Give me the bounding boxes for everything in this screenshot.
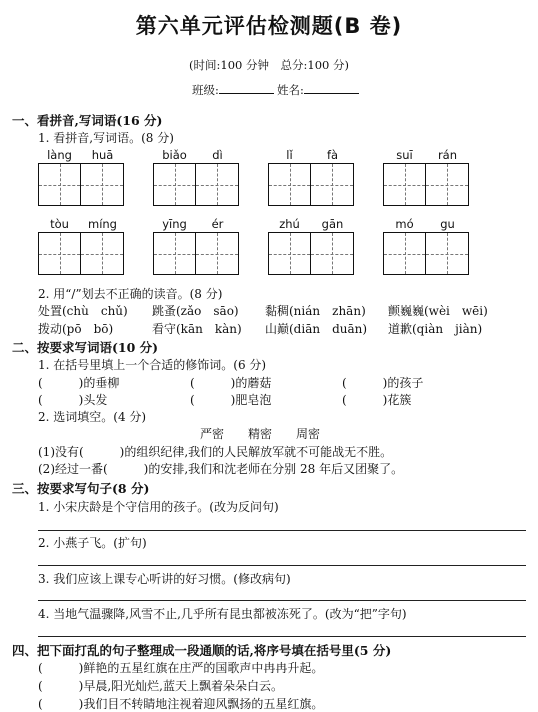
section-1-heading: 一、看拼音,写词语(16 分) <box>12 113 163 128</box>
pinyin-label: mó <box>395 217 414 231</box>
name-field[interactable] <box>277 81 359 98</box>
modifier-blank-2[interactable]: ( )的蘑菇 <box>190 376 272 390</box>
pinyin-label: ér <box>211 217 224 231</box>
section-4-heading: 四、把下面打乱的句子整理成一段通顺的话,将序号填在括号里(5 分) <box>12 643 392 658</box>
tianzige-cell[interactable] <box>196 232 239 275</box>
tianzige-cell[interactable] <box>383 232 426 275</box>
reading-2[interactable]: 跳蚤(zǎo sāo) <box>152 304 239 318</box>
class-field[interactable] <box>192 81 274 98</box>
section-3-heading: 三、按要求写句子(8 分) <box>12 481 150 496</box>
tianzige-cell[interactable] <box>153 163 196 206</box>
tianzige-cell[interactable] <box>268 163 311 206</box>
pinyin-label: gu <box>440 217 455 231</box>
writing-grid <box>38 163 124 206</box>
tianzige-cell[interactable] <box>426 232 469 275</box>
reading-3[interactable]: 黏稠(nián zhān) <box>265 304 366 318</box>
modifier-blank-4[interactable]: ( )头发 <box>38 393 108 407</box>
pinyin-label: lǐ <box>286 148 293 162</box>
pinyin-label: gān <box>321 217 344 231</box>
name-label: 姓名: <box>277 83 304 97</box>
pinyin-label: dì <box>212 148 223 162</box>
s2-q2-prompt: 2. 选词填空。(4 分) <box>38 410 147 424</box>
class-label: 班级: <box>192 83 219 97</box>
tianzige-cell[interactable] <box>81 232 124 275</box>
order-item-3[interactable]: ( )我们目不转睛地注视着迎风飘扬的五星红旗。 <box>38 697 324 711</box>
tianzige-cell[interactable] <box>311 163 354 206</box>
tianzige-cell[interactable] <box>196 163 239 206</box>
writing-grid <box>153 232 239 275</box>
tianzige-cell[interactable] <box>383 163 426 206</box>
tianzige-cell[interactable] <box>153 232 196 275</box>
tianzige-cell[interactable] <box>426 163 469 206</box>
pinyin-label: fà <box>326 148 339 162</box>
writing-grid <box>383 232 469 275</box>
s3-q3: 3. 我们应该上课专心听讲的好习惯。(修改病句) <box>38 572 291 586</box>
s3-q1: 1. 小宋庆龄是个守信用的孩子。(改为反问句) <box>38 500 279 514</box>
answer-line-3[interactable] <box>38 600 526 601</box>
fill-sentence-1[interactable]: (1)没有( )的组织纪律,我们的人民解放军就不可能战无不胜。 <box>38 445 393 459</box>
s3-q2: 2. 小燕子飞。(扩句) <box>38 536 147 550</box>
pinyin-label: làng <box>47 148 72 162</box>
writing-grid <box>268 232 354 275</box>
reading-4[interactable]: 颤巍巍(wèi wēi) <box>388 304 488 318</box>
pinyin-label: yīng <box>162 217 187 231</box>
answer-line-4[interactable] <box>38 636 526 637</box>
fill-sentence-2[interactable]: (2)经过一番( )的安排,我们和沈老师在分别 28 年后又团聚了。 <box>38 462 404 476</box>
pinyin-label: zhú <box>279 217 300 231</box>
writing-grid <box>153 163 239 206</box>
writing-grid <box>383 163 469 206</box>
reading-6[interactable]: 看守(kān kàn) <box>152 322 242 336</box>
page-title: 第六单元评估检测题(B 卷) <box>135 14 403 38</box>
reading-8[interactable]: 道歉(qiàn jiàn) <box>388 322 483 336</box>
reading-5[interactable]: 拨动(pō bō) <box>38 322 114 336</box>
tianzige-cell[interactable] <box>268 232 311 275</box>
pinyin-label: suī <box>396 148 413 162</box>
section-2-heading: 二、按要求写词语(10 分) <box>12 340 159 355</box>
tianzige-cell[interactable] <box>38 163 81 206</box>
order-item-2[interactable]: ( )早晨,阳光灿烂,蓝天上飘着朵朵白云。 <box>38 679 283 693</box>
s3-q4: 4. 当地气温骤降,风雪不止,几乎所有昆虫都被冻死了。(改为“把”字句) <box>38 607 407 621</box>
word-choices: 严密 精密 周密 <box>200 427 321 441</box>
modifier-blank-1[interactable]: ( )的垂柳 <box>38 376 120 390</box>
pinyin-label: rán <box>437 148 458 162</box>
s1-q2-prompt: 2. 用“/”划去不正确的读音。(8 分) <box>38 287 223 301</box>
pinyin-label: míng <box>88 217 117 231</box>
pinyin-label: huā <box>91 148 114 162</box>
time-info: (时间:100 分钟 总分:100 分) <box>189 58 349 72</box>
modifier-blank-3[interactable]: ( )的孩子 <box>342 376 424 390</box>
pinyin-label: biǎo <box>162 148 187 162</box>
answer-line-1[interactable] <box>38 530 526 531</box>
s2-q1-prompt: 1. 在括号里填上一个合适的修饰词。(6 分) <box>38 358 267 372</box>
pinyin-label: tòu <box>50 217 69 231</box>
reading-1[interactable]: 处置(chù chǔ) <box>38 304 128 318</box>
answer-line-2[interactable] <box>38 565 526 566</box>
writing-grid <box>38 232 124 275</box>
reading-7[interactable]: 山巅(diān duān) <box>265 322 368 336</box>
s1-q1-prompt: 1. 看拼音,写词语。(8 分) <box>38 131 174 145</box>
tianzige-cell[interactable] <box>81 163 124 206</box>
tianzige-cell[interactable] <box>311 232 354 275</box>
modifier-blank-5[interactable]: ( )肥皂泡 <box>190 393 272 407</box>
writing-grid <box>268 163 354 206</box>
order-item-1[interactable]: ( )鲜艳的五星红旗在庄严的国歌声中冉冉升起。 <box>38 661 324 675</box>
modifier-blank-6[interactable]: ( )花簇 <box>342 393 412 407</box>
tianzige-cell[interactable] <box>38 232 81 275</box>
